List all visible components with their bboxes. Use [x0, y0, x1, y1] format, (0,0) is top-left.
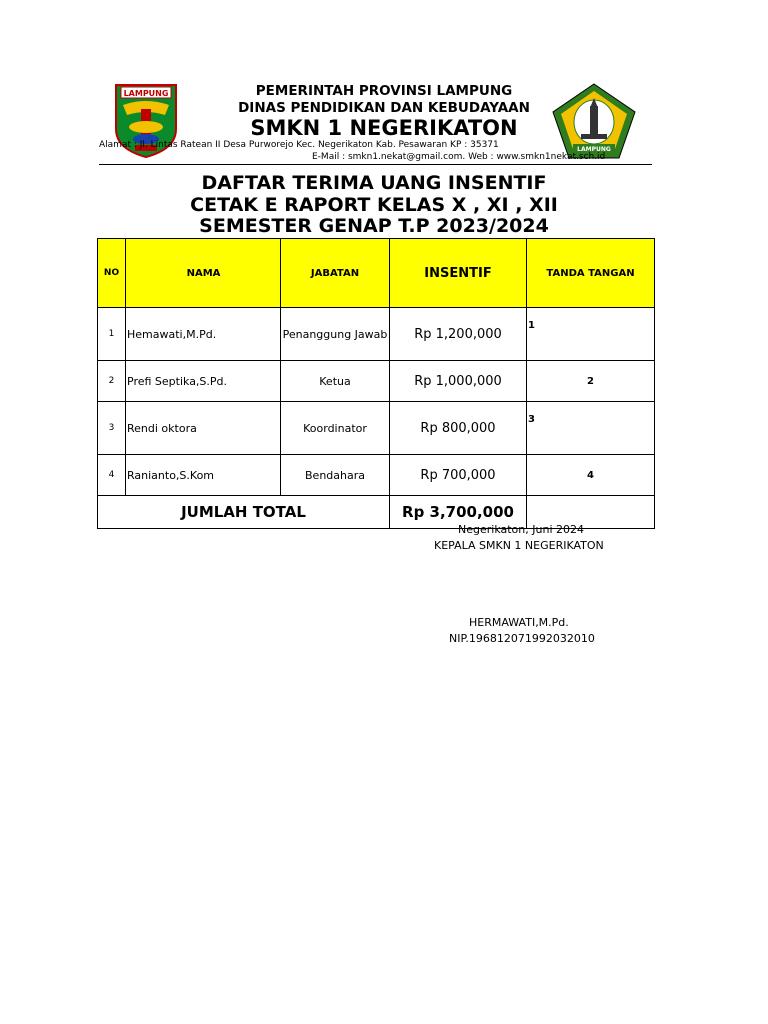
table-row [98, 308, 655, 361]
incentive-table [97, 238, 655, 529]
row-signature: 1 [527, 308, 655, 361]
document-title-line2: CETAK E RAPORT KELAS X , XI , XII [190, 194, 558, 216]
header-divider [99, 164, 652, 165]
row-no: 2 [98, 361, 126, 402]
government-name: PEMERINTAH PROVINSI LAMPUNG [255, 83, 513, 99]
header-nama: NAMA [126, 239, 281, 308]
logo-right-label: LAMPUNG [577, 146, 611, 153]
header-jabatan: JABATAN [281, 239, 390, 308]
row-no: 1 [98, 308, 126, 361]
header-tanda-tangan: TANDA TANGAN [527, 239, 655, 308]
school-name: SMKN 1 NEGERIKATON [250, 116, 518, 140]
document-title-line3: SEMESTER GENAP T.P 2023/2024 [199, 215, 549, 237]
row-nama: Hemawati,M.Pd. [126, 308, 281, 361]
signature-nip: NIP.196812071992032010 [449, 632, 595, 645]
row-jabatan: Ketua [281, 361, 390, 402]
row-no: 3 [98, 402, 126, 455]
row-nama: Prefi Septika,S.Pd. [126, 361, 281, 402]
signature-position: KEPALA SMKN 1 NEGERIKATON [434, 539, 604, 552]
table-row [98, 402, 655, 455]
table-header-row [98, 239, 655, 308]
row-insentif: Rp 1,000,000 [390, 361, 527, 402]
row-jabatan: Koordinator [281, 402, 390, 455]
row-insentif: Rp 800,000 [390, 402, 527, 455]
school-contact: E-Mail : smkn1.nekat@gmail.com. Web : www.smkn1nekat.sch.id [312, 152, 606, 162]
signature-name: HERMAWATI,M.Pd. [469, 616, 569, 629]
department-name: DINAS PENDIDIKAN DAN KEBUDAYAAN [238, 100, 530, 116]
row-jabatan: Penanggung Jawab [281, 308, 390, 361]
row-insentif: Rp 1,200,000 [390, 308, 527, 361]
row-signature: 2 [527, 361, 655, 402]
school-address: Alamat : Jl. Lintas Ratean II Desa Purworejo Kec. Negerikaton Kab. Pesawaran KP : 35371 [99, 140, 499, 150]
header-insentif: INSENTIF [390, 239, 527, 308]
header-no: NO [98, 239, 126, 308]
total-value: Rp 3,700,000 [390, 496, 527, 529]
row-nama: Rendi oktora [126, 402, 281, 455]
document-title-line1: DAFTAR TERIMA UANG INSENTIF [201, 172, 547, 194]
row-signature: 4 [527, 455, 655, 496]
table-row [98, 361, 655, 402]
table-row [98, 455, 655, 496]
row-signature: 3 [527, 402, 655, 455]
row-insentif: Rp 700,000 [390, 455, 527, 496]
logo-left-label: LAMPUNG [123, 89, 169, 98]
row-jabatan: Bendahara [281, 455, 390, 496]
row-nama: Ranianto,S.Kom [126, 455, 281, 496]
signature-place-date: Negerikaton, Juni 2024 [458, 523, 584, 536]
total-label: JUMLAH TOTAL [98, 496, 390, 529]
row-no: 4 [98, 455, 126, 496]
